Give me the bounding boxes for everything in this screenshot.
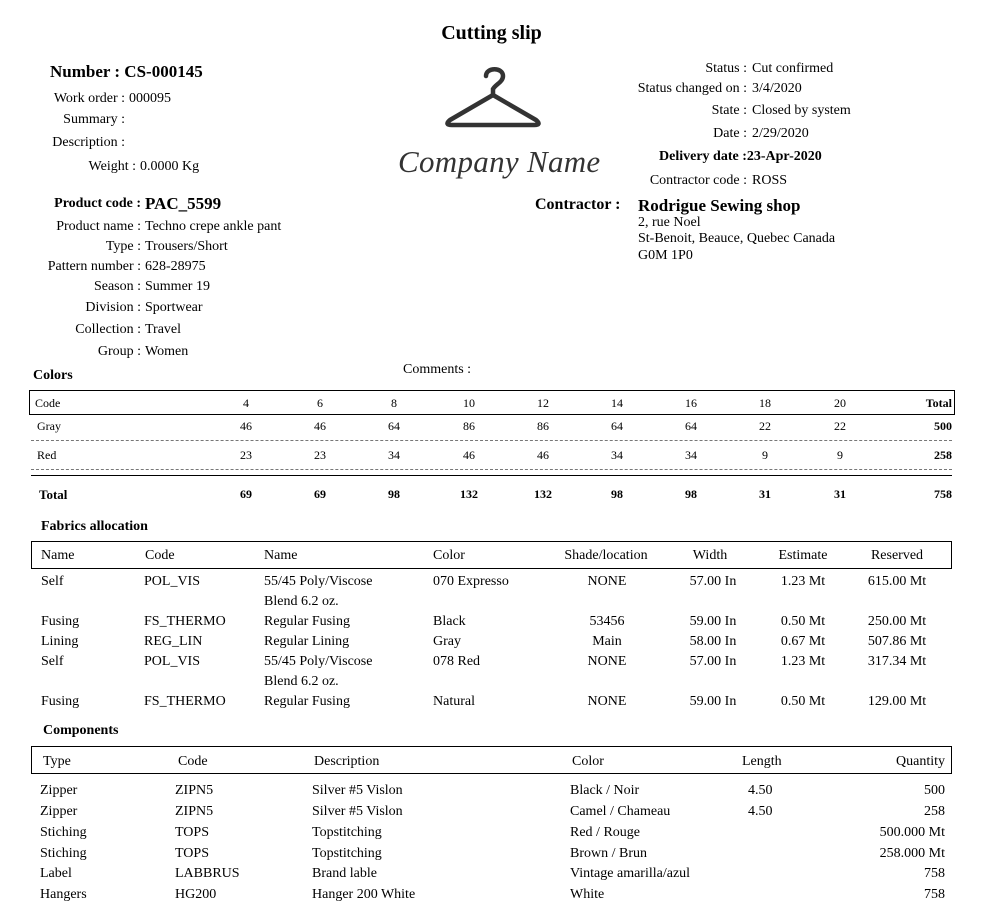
components-cell: 4.50 <box>748 783 773 798</box>
summary-label: Summary : <box>63 112 125 127</box>
colors-header-size: 14 <box>611 396 623 410</box>
components-cell: TOPS <box>175 846 209 861</box>
fabrics-cell: Blend 6.2 oz. <box>264 674 339 689</box>
pattern-value: 628-28975 <box>145 259 206 274</box>
fabrics-cell: NONE <box>587 574 627 589</box>
product-name-value: Techno crepe ankle pant <box>145 219 282 234</box>
components-cell: 500.000 Mt <box>879 825 945 840</box>
colors-grand-total: 758 <box>934 487 952 501</box>
colors-header-size: 4 <box>243 396 249 410</box>
colors-row-value: 23 <box>314 448 326 462</box>
status-changed-value: 3/4/2020 <box>752 81 802 96</box>
product-name-label: Product name : <box>56 219 141 234</box>
fabrics-cell: Natural <box>433 694 475 709</box>
fabrics-cell: FS_THERMO <box>144 614 226 629</box>
colors-row-value: 9 <box>837 448 843 462</box>
season-label: Season : <box>93 279 141 294</box>
fabrics-header-cell: Estimate <box>778 548 828 563</box>
page-title: Cutting slip <box>441 22 542 44</box>
fabrics-header-cell: Color <box>433 548 465 563</box>
components-cell: LABBRUS <box>175 866 240 881</box>
fabrics-cell: Self <box>41 654 64 669</box>
contractor-label: Contractor : <box>535 196 621 213</box>
fabrics-cell: 317.34 Mt <box>867 654 927 669</box>
components-cell: White <box>570 887 605 902</box>
delivery-date-value: 23-Apr-2020 <box>746 149 822 164</box>
pattern-label: Pattern number : <box>47 259 141 274</box>
colors-total-value: 98 <box>611 487 623 501</box>
colors-row-value: 34 <box>388 448 400 462</box>
division-value: Sportwear <box>145 300 203 315</box>
fabrics-cell: POL_VIS <box>144 654 201 669</box>
components-cell: Zipper <box>40 783 78 798</box>
colors-row-value: 46 <box>314 419 326 433</box>
components-cell: Silver #5 Vislon <box>312 804 403 819</box>
components-cell: Hanger 200 White <box>312 887 416 902</box>
fabrics-cell: Fusing <box>41 694 80 709</box>
fabrics-cell: 55/45 Poly/Viscose <box>264 654 373 669</box>
row-divider <box>31 469 952 470</box>
collection-value: Travel <box>145 322 182 337</box>
colors-row-value: 9 <box>762 448 768 462</box>
components-header-cell: Code <box>178 754 208 769</box>
fabrics-cell: NONE <box>587 694 627 709</box>
collection-label: Collection : <box>75 322 141 337</box>
fabrics-cell: 507.86 Mt <box>867 634 927 649</box>
fabrics-cell: Self <box>41 574 64 589</box>
group-value: Women <box>145 344 189 359</box>
division-label: Division : <box>85 300 141 315</box>
contractor-address-2: St-Benoit, Beauce, Quebec Canada <box>638 231 836 246</box>
fabrics-cell: 55/45 Poly/Viscose <box>264 574 373 589</box>
components-section-title: Components <box>43 723 119 738</box>
colors-total-value: 69 <box>314 487 326 501</box>
product-code-label: Product code : <box>54 196 141 211</box>
colors-row-name: Red <box>37 448 57 462</box>
components-cell: Stiching <box>40 846 87 861</box>
date-value: 2/29/2020 <box>752 126 809 141</box>
components-cell: 258.000 Mt <box>879 846 945 861</box>
colors-total-value: 132 <box>460 487 478 501</box>
components-cell: 258 <box>924 804 945 819</box>
components-cell: Topstitching <box>312 846 382 861</box>
colors-header-size: 10 <box>463 396 475 410</box>
colors-total-value: 31 <box>759 487 771 501</box>
fabrics-header-cell: Code <box>145 548 175 563</box>
fabrics-cell: 0.50 Mt <box>780 694 826 709</box>
components-cell: TOPS <box>175 825 209 840</box>
colors-row-value: 46 <box>240 419 252 433</box>
group-label: Group : <box>97 344 141 359</box>
colors-header-size: 20 <box>834 396 846 410</box>
date-label: Date : <box>713 126 747 141</box>
fabrics-cell: Regular Fusing <box>264 694 350 709</box>
contractor-address-1: 2, rue Noel <box>638 215 701 230</box>
colors-row-value: 86 <box>463 419 475 433</box>
components-cell: ZIPN5 <box>175 783 214 798</box>
fabrics-cell: Black <box>433 614 466 629</box>
components-cell: Hangers <box>40 887 87 902</box>
colors-total-label: Total <box>39 487 68 502</box>
fabrics-cell: Regular Fusing <box>264 614 350 629</box>
colors-row-name: Gray <box>37 419 61 433</box>
components-header-cell: Color <box>572 754 604 769</box>
fabrics-cell: FS_THERMO <box>144 694 226 709</box>
fabrics-cell: 0.67 Mt <box>780 634 826 649</box>
work-order-value: 000095 <box>129 91 171 106</box>
colors-total-value: 132 <box>534 487 552 501</box>
slip-number <box>50 62 203 82</box>
components-header-cell: Type <box>43 754 71 769</box>
work-order-label: Work order : <box>53 91 125 106</box>
delivery-date <box>659 149 822 165</box>
fabrics-cell: 615.00 Mt <box>867 574 927 589</box>
colors-total-value: 31 <box>834 487 846 501</box>
components-cell: Red / Rouge <box>570 825 640 840</box>
fabrics-section-title: Fabrics allocation <box>41 519 148 534</box>
colors-row-value: 64 <box>388 419 400 433</box>
components-cell: 4.50 <box>748 804 773 819</box>
row-divider <box>31 440 952 441</box>
totals-divider <box>31 475 952 476</box>
contractor-address-3: G0M 1P0 <box>638 248 693 263</box>
fabrics-cell: Blend 6.2 oz. <box>264 594 339 609</box>
components-cell: HG200 <box>175 887 217 902</box>
components-cell: Vintage amarilla/azul <box>570 866 691 881</box>
state-label: State : <box>711 103 747 118</box>
components-cell: Silver #5 Vislon <box>312 783 403 798</box>
colors-row-total: 258 <box>934 448 952 462</box>
description-label: Description : <box>52 135 125 150</box>
components-cell: Camel / Chameau <box>570 804 671 819</box>
colors-header-size: 6 <box>317 396 323 410</box>
fabrics-cell: 59.00 In <box>689 694 737 709</box>
product-code-value: PAC_5599 <box>145 194 222 213</box>
comments-label: Comments : <box>403 362 472 377</box>
company-name: Company Name <box>398 144 601 179</box>
fabrics-cell: 1.23 Mt <box>780 654 826 669</box>
fabrics-cell: 250.00 Mt <box>867 614 927 629</box>
fabrics-cell: Main <box>592 634 622 649</box>
components-cell: Brand lable <box>312 866 377 881</box>
fabrics-cell: 57.00 In <box>689 654 737 669</box>
colors-row-value: 22 <box>759 419 771 433</box>
fabrics-cell: 58.00 In <box>689 634 737 649</box>
colors-row-value: 86 <box>537 419 549 433</box>
colors-total-value: 98 <box>388 487 400 501</box>
state-value: Closed by system <box>752 103 851 118</box>
colors-header-frame <box>29 390 955 415</box>
fabrics-cell: Regular Lining <box>264 634 350 649</box>
contractor-code-label: Contractor code : <box>649 173 747 188</box>
contractor-code-value: ROSS <box>752 173 788 188</box>
fabrics-header-cell: Name <box>264 548 298 563</box>
delivery-date-label: Delivery date : <box>659 149 747 164</box>
fabrics-cell: Gray <box>433 634 461 649</box>
fabrics-cell: 0.50 Mt <box>780 614 826 629</box>
colors-row-value: 64 <box>611 419 623 433</box>
components-cell: 500 <box>924 783 945 798</box>
fabrics-cell: 53456 <box>589 614 625 629</box>
fabrics-cell: 59.00 In <box>689 614 737 629</box>
colors-header-total: Total <box>925 396 952 410</box>
fabrics-cell: NONE <box>587 654 627 669</box>
number-value: CS-000145 <box>124 62 203 81</box>
colors-row-value: 46 <box>463 448 475 462</box>
status-label: Status : <box>705 61 747 76</box>
company-logo <box>392 62 602 188</box>
colors-header-size: 12 <box>537 396 549 410</box>
fabrics-header-cell: Width <box>692 548 728 563</box>
colors-header-size: 8 <box>391 396 397 410</box>
colors-row-value: 23 <box>240 448 252 462</box>
status-value: Cut confirmed <box>752 61 834 76</box>
components-header-cell: Length <box>742 754 782 769</box>
hanger-icon <box>392 62 602 142</box>
weight-value: 0.0000 Kg <box>140 159 200 174</box>
contractor-name: Rodrigue Sewing shop <box>638 196 801 215</box>
fabrics-cell: 078 Red <box>433 654 481 669</box>
components-header-cell: Description <box>314 754 380 769</box>
fabrics-cell: POL_VIS <box>144 574 201 589</box>
weight-label: Weight : <box>88 159 136 174</box>
colors-row-value: 34 <box>611 448 623 462</box>
number-label: Number : <box>50 62 121 81</box>
colors-section-title: Colors <box>33 368 73 383</box>
colors-header-size: 18 <box>759 396 771 410</box>
fabrics-cell: Fusing <box>41 614 80 629</box>
colors-total-value: 69 <box>240 487 252 501</box>
type-label: Type : <box>105 239 141 254</box>
fabrics-cell: REG_LIN <box>144 634 203 649</box>
components-cell: Black / Noir <box>570 783 640 798</box>
fabrics-cell: 070 Expresso <box>433 574 509 589</box>
colors-row-value: 22 <box>834 419 846 433</box>
components-cell: Brown / Brun <box>570 846 647 861</box>
components-header-cell: Quantity <box>896 754 945 769</box>
fabrics-cell: 1.23 Mt <box>780 574 826 589</box>
fabrics-cell: 129.00 Mt <box>867 694 927 709</box>
colors-row-total: 500 <box>934 419 952 433</box>
type-value: Trousers/Short <box>145 239 228 254</box>
components-cell: 758 <box>924 866 945 881</box>
colors-total-value: 98 <box>685 487 697 501</box>
components-cell: 758 <box>924 887 945 902</box>
fabrics-cell: 57.00 In <box>689 574 737 589</box>
components-cell: Zipper <box>40 804 78 819</box>
components-cell: Label <box>40 866 72 881</box>
components-cell: Stiching <box>40 825 87 840</box>
colors-header-code: Code <box>35 396 61 410</box>
fabrics-header-cell: Reserved <box>870 548 924 563</box>
colors-row-value: 46 <box>537 448 549 462</box>
fabrics-header-cell: Shade/location <box>564 548 648 563</box>
colors-header-size: 16 <box>685 396 697 410</box>
components-cell: Topstitching <box>312 825 382 840</box>
colors-row-value: 64 <box>685 419 697 433</box>
status-changed-label: Status changed on : <box>637 81 747 96</box>
season-value: Summer 19 <box>145 279 210 294</box>
components-cell: ZIPN5 <box>175 804 214 819</box>
fabrics-header-cell: Name <box>41 548 75 563</box>
fabrics-cell: Lining <box>41 634 79 649</box>
colors-row-value: 34 <box>685 448 697 462</box>
